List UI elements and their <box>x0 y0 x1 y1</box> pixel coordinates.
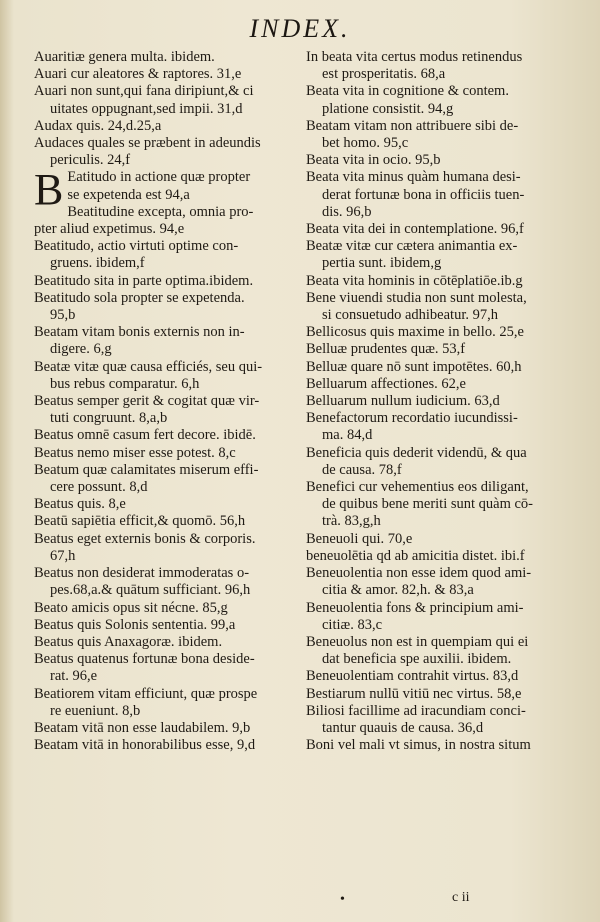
index-line: Benefici cur vehementius eos diligant, <box>306 479 529 496</box>
index-line: cere possunt. 8,d <box>50 479 148 496</box>
index-line: Beatus quatenus fortunæ bona deside- <box>34 651 255 668</box>
index-line: Beatus omnē casum fert decore. ibidē. <box>34 427 256 444</box>
index-entry <box>306 273 568 290</box>
index-entry <box>34 737 292 754</box>
index-entry <box>306 410 568 444</box>
index-entry <box>34 165 292 238</box>
index-line: beneuolētia qd ab amicitia distet. ibi.f <box>306 547 525 564</box>
index-line: Beatitudo sita in parte optima.ibidem. <box>34 272 254 289</box>
index-entry <box>34 600 292 617</box>
index-entry <box>34 427 292 444</box>
index-line: Beatæ vitæ cur cætera animantia ex- <box>306 238 518 255</box>
index-line: 67,h <box>50 547 76 564</box>
index-line: Beatū sapiētia efficit,& quomō. 56,h <box>34 513 246 530</box>
index-entry <box>34 686 292 720</box>
index-line: Beneuoli qui. 70,e <box>306 530 413 547</box>
index-line: Beato amicis opus sit nécne. 85,g <box>34 599 228 616</box>
index-line: Beatus semper gerit & cogitat quæ vir- <box>34 393 260 410</box>
index-line: Benefactorum recordatio iucundissi- <box>306 410 518 427</box>
index-line: In beata vita certus modus retinendus <box>306 49 523 65</box>
index-entry <box>306 238 568 272</box>
index-line: Beatam vitam non attribuere sibi de- <box>306 117 519 134</box>
index-line: Bene viuendi studia non sunt molesta, <box>306 289 527 306</box>
index-line: de quibus bene meriti sunt quàm cō- <box>322 496 534 513</box>
index-line: ma. 84,d <box>322 427 373 444</box>
index-line: de causa. 78,f <box>322 461 402 478</box>
index-line: Beatam vitā in honorabilibus esse, 9,d <box>34 737 256 754</box>
index-entry <box>306 600 568 634</box>
index-line: Belluarum affectiones. 62,e <box>306 375 466 392</box>
index-entry <box>34 531 292 565</box>
index-entry <box>34 359 292 393</box>
index-entry <box>34 290 292 324</box>
index-line: dis. 96,b <box>322 203 372 220</box>
index-line: citiæ. 83,c <box>322 616 383 633</box>
index-entry <box>306 565 568 599</box>
index-entry <box>34 617 292 634</box>
index-line: Beatus quis. 8,e <box>34 496 126 513</box>
index-entry <box>306 479 568 531</box>
index-line: Bellicosus quis maxime in bello. 25,e <box>306 324 524 341</box>
index-line: est prosperitatis. 68,a <box>322 66 446 83</box>
index-line: Beata vita in cognitione & contem. <box>306 83 509 100</box>
index-line: Beatus eget externis bonis & corporis. <box>34 530 256 547</box>
index-line: Beneficia quis dederit videndū, & qua <box>306 444 527 461</box>
index-line: Beatæ vitæ quæ causa efficiés, seu qui- <box>34 358 263 375</box>
index-line: Beatam vitā non esse laudabilem. 9,b <box>34 719 251 736</box>
index-entry <box>306 221 568 238</box>
index-line: dat beneficia spe auxilii. ibidem. <box>322 651 512 668</box>
index-entry <box>306 634 568 668</box>
index-line: gruens. ibidem,f <box>50 255 145 272</box>
index-entry <box>306 668 568 685</box>
index-line: platione consistit. 94,g <box>322 100 454 117</box>
index-line: Belluæ quare nō sunt impotētes. 60,h <box>306 358 522 375</box>
index-line: derat fortunæ bona in officiis tuen- <box>322 186 525 203</box>
signature-mark: c ii <box>452 890 470 905</box>
index-entry <box>306 290 568 324</box>
index-line: Audax quis. 24,d.25,a <box>34 117 162 134</box>
index-entry <box>306 548 568 565</box>
index-entry <box>306 393 568 410</box>
index-entry <box>34 238 292 272</box>
index-entry <box>306 118 568 152</box>
index-entry <box>306 445 568 479</box>
index-line: Beatus nemo miser esse potest. 8,c <box>34 444 236 461</box>
index-line: Beatam vitam bonis externis non in- <box>34 324 245 341</box>
index-line: Boni vel mali vt simus, in nostra situm <box>306 737 531 754</box>
ornament-mark: • <box>340 892 345 907</box>
index-entry <box>306 737 568 754</box>
index-line: 95,b <box>50 307 76 324</box>
index-line: Beneuolentiam contrahit virtus. 83,d <box>306 668 519 685</box>
index-line: Beneuolentia non esse idem quod ami- <box>306 565 532 582</box>
index-line: Beatiorem vitam efficiunt, quæ prospe <box>34 685 258 702</box>
index-line: trà. 83,g,h <box>322 513 381 530</box>
index-line: Beatus quis Solonis sententia. 99,a <box>34 616 236 633</box>
index-line: Beatum quæ calamitates miserum effi- <box>34 461 259 478</box>
index-entry <box>34 720 292 737</box>
index-entry <box>34 273 292 290</box>
index-line: bus rebus comparatur. 6,h <box>50 375 200 392</box>
index-line: pes.68,a.& quātum sufficiant. 96,h <box>50 582 251 599</box>
index-line: tuti congruunt. 8,a,b <box>50 410 168 427</box>
index-entry <box>34 324 292 358</box>
index-entry <box>34 66 292 83</box>
index-entry <box>306 169 568 221</box>
index-line: Beatus non desiderat immoderatas o- <box>34 565 250 582</box>
index-line: bet homo. 95,c <box>322 135 409 152</box>
index-line: Beneuolentia fons & principium ami- <box>306 599 524 616</box>
index-line: Beatitudo, actio virtuti optime con- <box>34 238 239 255</box>
index-line: Beata vita hominis in cōtēplatiōe.ib.g <box>306 272 523 289</box>
index-entry <box>34 496 292 513</box>
index-entry <box>34 565 292 599</box>
index-line: Beata vita minus quàm humana desi- <box>306 169 521 186</box>
index-entry <box>306 83 568 117</box>
index-line: tantur quauis de causa. 36,d <box>322 719 484 736</box>
index-line: Bestiarum nullū vitiū nec virtus. 58,e <box>306 685 522 702</box>
index-line: digere. 6,g <box>50 341 112 358</box>
index-entry <box>34 513 292 530</box>
index-entry <box>34 118 292 135</box>
index-entry <box>306 359 568 376</box>
index-column-left <box>34 49 292 754</box>
index-line: Beata vita dei in contemplatione. 96,f <box>306 221 524 238</box>
index-line: Beatus quis Anaxagoræ. ibidem. <box>34 633 223 650</box>
page-title: INDEX. <box>249 14 351 43</box>
index-line: si consuetudo adhibeatur. 97,h <box>322 307 498 324</box>
index-line: periculis. 24,f <box>50 152 131 169</box>
index-entry <box>306 531 568 548</box>
index-entry <box>306 341 568 358</box>
index-line: citia & amor. 82,h. & 83,a <box>322 582 474 599</box>
index-line: Eatitudo in actione quæ propter <box>67 169 251 186</box>
index-line: rat. 96,e <box>50 668 98 685</box>
index-line: Beata vita in ocio. 95,b <box>306 152 441 169</box>
index-entry <box>34 393 292 427</box>
index-entry <box>34 49 292 66</box>
index-line: re eueniunt. 8,b <box>50 702 141 719</box>
index-line: Belluarum nullum iudicium. 63,d <box>306 393 500 410</box>
index-line: Biliosi facillime ad iracundiam conci- <box>306 702 526 719</box>
index-line: pertia sunt. ibidem,g <box>322 255 442 272</box>
index-entry <box>34 83 292 117</box>
index-entry <box>34 445 292 462</box>
index-line: Auari non sunt,qui fana diripiunt,& ci <box>34 83 254 100</box>
index-entry <box>306 152 568 169</box>
index-entry <box>34 634 292 651</box>
index-line: Auari cur aleatores & raptores. 31,e <box>34 66 242 83</box>
index-entry <box>306 703 568 737</box>
index-line: Belluæ prudentes quæ. 53,f <box>306 341 466 358</box>
index-entry <box>34 462 292 496</box>
index-line: Auaritiæ genera multa. ibidem. <box>34 49 215 65</box>
index-entry <box>306 686 568 703</box>
index-entry <box>306 324 568 341</box>
index-line: se expetenda est 94,a <box>67 186 190 203</box>
index-column-right <box>306 49 568 754</box>
index-line: Audaces quales se præbent in adeundis <box>34 135 261 152</box>
drop-capital: B <box>34 165 64 215</box>
index-line: uitates oppugnant,sed impii. 31,d <box>50 100 243 117</box>
index-entry <box>34 651 292 685</box>
index-entry <box>306 376 568 393</box>
index-line: pter aliud expetimus. 94,e <box>34 221 185 238</box>
index-entry <box>306 49 568 83</box>
index-entry <box>34 135 292 169</box>
index-line: Beatitudine excepta, omnia pro- <box>67 203 254 220</box>
index-line: Beneuolus non est in quempiam qui ei <box>306 633 529 650</box>
index-line: Beatitudo sola propter se expetenda. <box>34 289 245 306</box>
